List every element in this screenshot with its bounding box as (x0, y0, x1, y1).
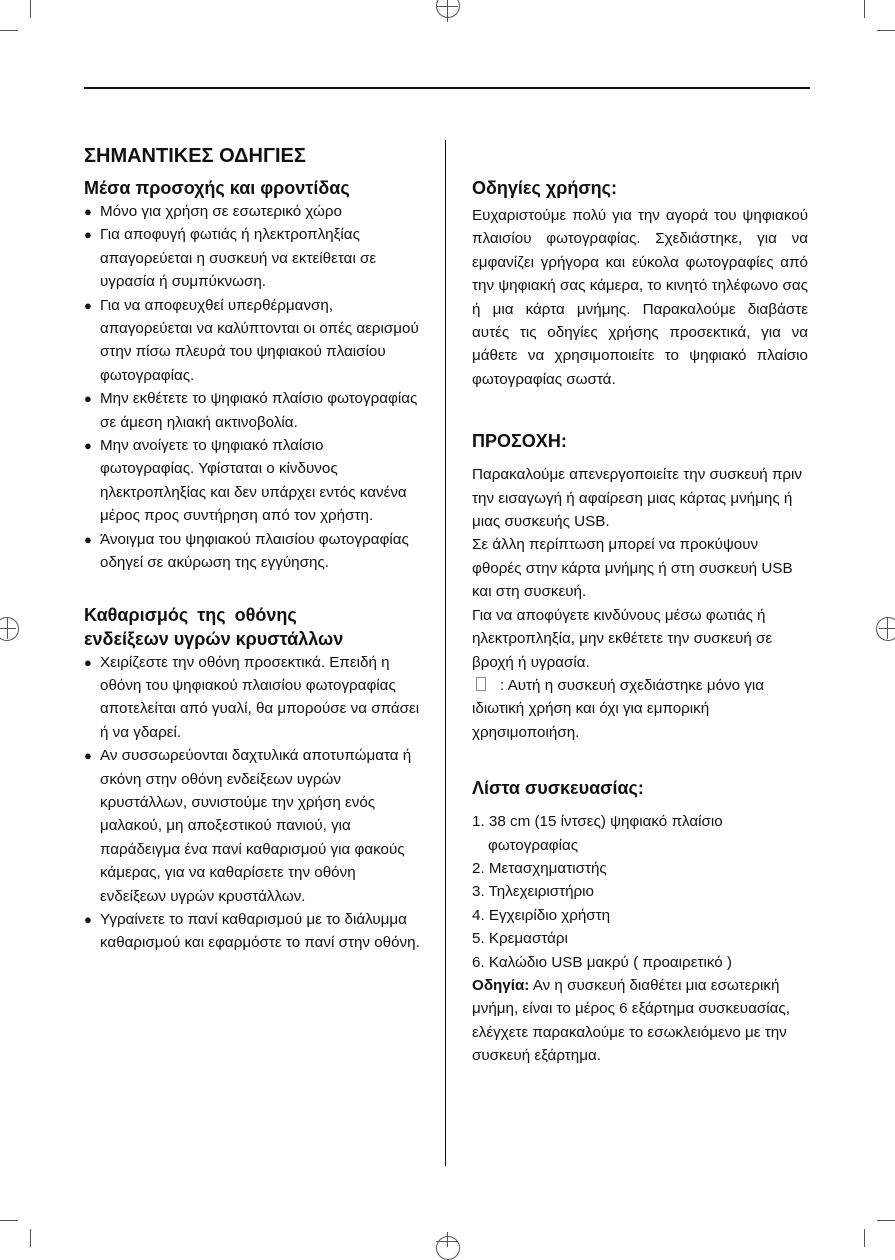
list-item: ● Μόνο για χρήση σε εσωτερικό χώρο (84, 200, 420, 223)
crop-mark-top-left-h (0, 30, 18, 31)
caution-paragraph-1: Παρακαλούμε απενεργοποιείτε την συσκευή πριν την εισαγωγή ή αφαίρεση μιας κάρτας μνήμης ή μιας συσκευής USB. (472, 466, 803, 531)
package-heading: Λίστα συσκευασίας: (472, 778, 644, 799)
crop-mark-top-right-v (864, 0, 865, 18)
right-column (472, 142, 808, 1068)
caution-heading: ΠΡΟΣΟΧΗ: (472, 431, 567, 452)
crop-mark-bottom-left-v (30, 1229, 31, 1247)
missing-glyph-icon (476, 677, 486, 691)
list-item: 6. Καλώδιο USB μακρύ ( προαιρετικό ) (472, 953, 732, 971)
crop-mark-bottom-right-h (877, 1220, 895, 1221)
cleaning-list (84, 651, 420, 955)
list-item: ● Για να αποφευχθεί υπερθέρμανση, απαγορεύεται να καλύπτονται οι οπές αερισμού στην πίσω πλευρά του ψηφιακού πλαισίου φωτογραφίας. (84, 294, 420, 388)
caution-paragraph-4-text: : Αυτή η συσκευή σχεδιάστηκε μόνο για ιδιωτική χρήση και όχι για εμπορική χρησιμοποιήση. (472, 676, 765, 741)
cleaning-heading-line-1: Καθαρισμός της οθόνης (84, 604, 297, 625)
column-divider (445, 140, 446, 1166)
list-item: ● Για αποφυγή φωτιάς ή ηλεκτροπληξίας απαγορεύεται η συσκευή να εκτείθεται σε υγρασία ή συμπύκνωση. (84, 223, 420, 293)
caution-paragraph-3: Για να αποφύγετε κινδύνους μέσω φωτιάς ή ηλεκτροπληξία, μην εκθέτετε την συσκευή σε βροχή ή υγρασία. (472, 606, 773, 671)
cleaning-heading-line-2: ενδείξεων υγρών κρυστάλλων (84, 628, 344, 649)
crop-mark-top-right-h (877, 30, 895, 31)
crop-mark-top-left-v (30, 0, 31, 18)
cleaning-heading (84, 603, 420, 651)
care-heading: Μέσα προσοχής και φροντίδας (84, 178, 350, 198)
package-note (472, 974, 808, 1068)
list-item: ● Αν συσσωρεύονται δαχτυλικά αποτυπώματα ή σκόνη στην οθόνη ενδείξεων υγρών κρυστάλλων, συνιστούμε την χρήση ενός μαλακού, μη αποξεστικού πανιού, για παράδειγμα ένα πανί καθαρισμού για φακούς κάμερας, για να καθαρίσετε την οθόνη ενδείξεων υγρών κρυστάλλων. (84, 744, 420, 908)
page-title: ΣΗΜΑΝΤΙΚΕΣ ΟΔΗΓΙΕΣ (84, 145, 306, 167)
crop-mark-bottom-right-v (864, 1229, 865, 1247)
package-list (472, 810, 808, 974)
list-item: ● Υγραίνετε το πανί καθαρισμού με το διάλυμμα καθαρισμού και εφαρμόστε το πανί στην οθόνη. (84, 908, 420, 955)
left-column (84, 142, 420, 955)
crop-mark-bottom-left-h (0, 1220, 18, 1221)
caution-paragraph-4 (472, 674, 808, 744)
list-item: 5. Κρεμαστάρι (472, 930, 568, 948)
registration-right-circle (876, 617, 895, 641)
list-item: 1. 38 cm (15 ίντσες) ψηφιακό πλαίσιο φωτογραφίας (472, 813, 723, 854)
note-text: Αν η συσκευή διαθέτει μια εσωτερική μνήμη, είναι το μέρος 6 εξάρτημα συσκευασίας, ελέγχετε παρακαλούμε το εσωκλειόμενο με την συσκευή εξάρτημα. (472, 976, 790, 1065)
list-item: ● Μην εκθέτετε το ψηφιακό πλαίσιο φωτογραφίας σε άμεση ηλιακή ακτινοβολία. (84, 387, 420, 434)
usage-heading: Οδηγίες χρήσης: (472, 178, 617, 198)
list-item: 3. Τηλεχειριστήριο (472, 883, 594, 901)
list-item: ● Χειρίζεστε την οθόνη προσεκτικά. Επειδή η οθόνη του ψηφιακού πλαισίου φωτογραφίας αποτελείται από γυαλί, θα μπορούσε να σπάσει ή να γδαρεί. (84, 651, 420, 745)
usage-text: Ευχαριστούμε πολύ για την αγορά του ψηφιακού πλαισίου φωτογραφίας. Σχεδιάστηκε, για να εμφανίζει γρήγορα και εύκολα φωτογραφίες από την ψηφιακή σας κάμερα, το κινητό τηλέφωνο σας ή μια κάρτα μνήμης. Παρακαλούμε διαβάστε αυτές τις οδηγίες χρήσης προσεκτικά, για να μάθετε να χρησιμοποιείτε το ψηφιακό πλαίσιο φωτογραφίας σωστά. (472, 207, 808, 388)
registration-bottom-circle (436, 1236, 460, 1260)
list-item: 2. Μετασχηματιστής (472, 859, 607, 877)
note-label: Οδηγία: (472, 976, 530, 994)
list-item: ● Μην ανοίγετε το ψηφιακό πλαίσιο φωτογραφίας. Υφίσταται ο κίνδυνος ηλεκτροπληξίας και δεν υπάρχει εντός κανένα μέρος προς συντήρηση από τον χρήστη. (84, 434, 420, 528)
registration-top-circle (436, 0, 460, 18)
header-rule (84, 87, 810, 89)
registration-left-circle (0, 617, 19, 641)
list-item: 4. Εγχειρίδιο χρήστη (472, 906, 611, 924)
caution-paragraph-2: Σε άλλη περίπτωση μπορεί να προκύψουν φθορές στην κάρτα μνήμης ή στη συσκευή USB και στη συσκευή. (472, 536, 793, 601)
care-list (84, 200, 420, 575)
list-item: ● Άνοιγμα του ψηφιακού πλαισίου φωτογραφίας οδηγεί σε ακύρωση της εγγύησης. (84, 528, 420, 575)
